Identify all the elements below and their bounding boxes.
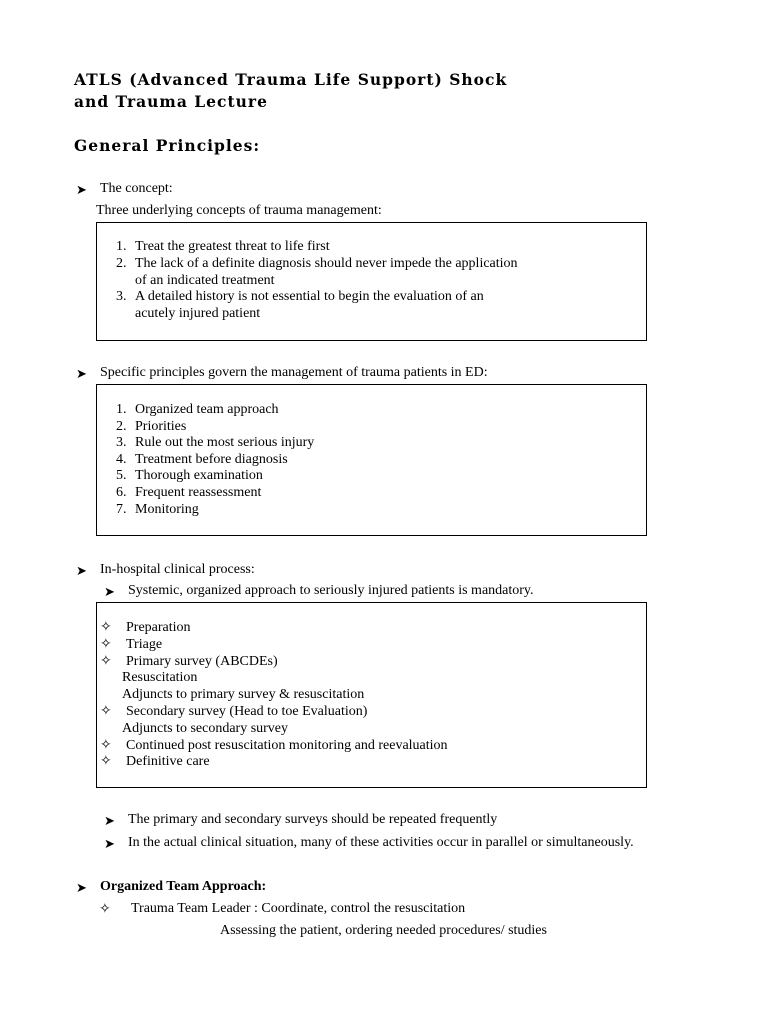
concept-label: The concept: xyxy=(100,181,173,196)
specific-label: Specific principles govern the management of trauma patients in ED: xyxy=(100,365,488,380)
list-item xyxy=(116,501,199,519)
inhospital-sub: Systemic, organized approach to seriously injured patients is mandatory. xyxy=(128,583,534,598)
list-item xyxy=(116,435,315,452)
concept-item-1 xyxy=(116,239,330,256)
diamond-bullet-icon: ✧ xyxy=(100,737,112,753)
list-item-text: The lack of a definite diagnosis should never impede the application xyxy=(135,256,518,271)
list-number: 2. xyxy=(116,418,127,434)
list-item-text: Priorities xyxy=(135,418,187,434)
diamond-bullet-icon: ✧ xyxy=(100,620,112,635)
list-item-text: Thorough examination xyxy=(135,468,263,484)
list-item-text: Monitoring xyxy=(135,501,199,517)
list-item-text: Primary survey (ABCDEs) xyxy=(126,653,278,669)
list-item-text-cont: acutely injured patient xyxy=(135,305,261,321)
title-line-1: ATLS (Advanced Trauma Life Support) Shock xyxy=(74,70,508,89)
team-leader-cont: Assessing the patient, ordering needed procedures/ studies xyxy=(220,923,547,938)
list-number: 2. xyxy=(116,256,127,271)
inhospital-note-2: In the actual clinical situation, many of these activities occur in parallel or simultaneously. xyxy=(128,835,634,850)
inhospital-box xyxy=(96,602,647,788)
diamond-bullet-icon: ✧ xyxy=(100,754,112,770)
diamond-bullet-icon: ✧ xyxy=(99,902,111,917)
list-item-text-cont: of an indicated treatment xyxy=(135,272,275,288)
inhospital-note-1: The primary and secondary surveys should be repeated frequently xyxy=(128,812,498,827)
list-item-text: A detailed history is not essential to begin the evaluation of an xyxy=(135,289,484,304)
section-heading: General Principles: xyxy=(74,136,261,155)
concept-item-3 xyxy=(116,289,484,321)
diamond-bullet-icon: ✧ xyxy=(100,636,112,652)
list-number: 6. xyxy=(116,485,127,500)
list-number: 4. xyxy=(116,451,127,467)
list-item xyxy=(116,402,279,419)
arrow-bullet-icon: ➤ xyxy=(76,563,87,578)
team-label: Organized Team Approach: xyxy=(100,879,267,894)
list-number: 7. xyxy=(116,501,127,517)
list-number: 1. xyxy=(116,402,127,417)
arrow-bullet-icon: ➤ xyxy=(76,880,87,895)
concept-intro: Three underlying concepts of trauma management: xyxy=(96,203,382,218)
list-item-text: Definitive care xyxy=(126,754,210,770)
list-item-text: Adjuncts to primary survey & resuscitation xyxy=(122,687,365,703)
diamond-bullet-icon: ✧ xyxy=(100,653,112,669)
arrow-bullet-icon: ➤ xyxy=(104,584,115,599)
list-item-text: Continued post resuscitation monitoring and reevaluation xyxy=(126,737,448,753)
list-item-text: Secondary survey (Head to toe Evaluation) xyxy=(126,704,368,719)
inhospital-label: In-hospital clinical process: xyxy=(100,562,255,577)
list-item-text: Frequent reassessment xyxy=(135,485,262,500)
list-item-text: Treat the greatest threat to life first xyxy=(135,239,330,254)
concept-box xyxy=(96,222,647,341)
list-item xyxy=(116,451,288,469)
list-item xyxy=(116,468,263,485)
document-title xyxy=(74,69,507,113)
list-item-text: Preparation xyxy=(126,620,191,635)
list-item xyxy=(116,418,187,436)
list-item-text: Resuscitation xyxy=(122,670,198,686)
list-number: 3. xyxy=(116,289,127,304)
arrow-bullet-icon: ➤ xyxy=(104,836,115,851)
list-number: 3. xyxy=(116,435,127,451)
list-item-text: Organized team approach xyxy=(135,402,279,417)
list-item xyxy=(116,485,262,502)
arrow-bullet-icon: ➤ xyxy=(104,813,115,828)
list-number: 1. xyxy=(116,239,127,254)
concept-item-2 xyxy=(116,256,518,288)
list-item-text: Adjuncts to secondary survey xyxy=(122,720,289,736)
list-item-text: Triage xyxy=(126,636,163,652)
list-item-text: Treatment before diagnosis xyxy=(135,451,288,467)
team-leader: Trauma Team Leader : Coordinate, control the resuscitation xyxy=(131,901,466,916)
arrow-bullet-icon: ➤ xyxy=(76,182,87,197)
list-number: 5. xyxy=(116,468,127,484)
arrow-bullet-icon: ➤ xyxy=(76,366,87,381)
specific-box xyxy=(96,384,647,536)
list-item-text: Rule out the most serious injury xyxy=(135,435,315,451)
title-line-2: and Trauma Lecture xyxy=(74,92,268,111)
diamond-bullet-icon: ✧ xyxy=(100,704,112,719)
